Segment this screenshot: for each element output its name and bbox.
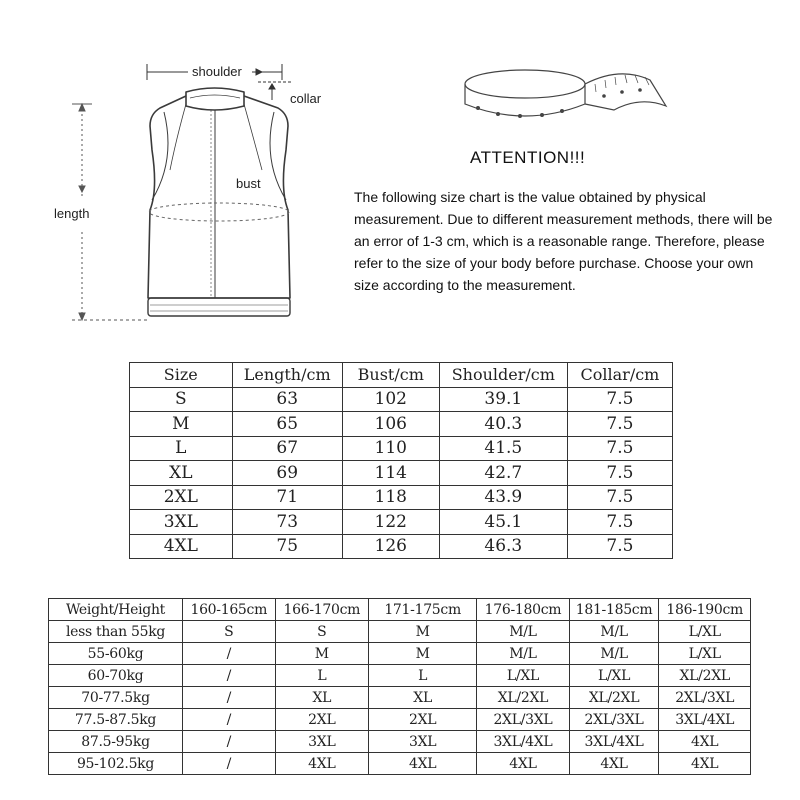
size-table: [129, 362, 673, 559]
shoulder-label: shoulder: [192, 64, 242, 79]
table-cell: XL/2XL: [659, 665, 751, 687]
table-cell: 7.5: [567, 461, 672, 486]
table-cell: 118: [342, 485, 439, 510]
table-cell: 106: [342, 412, 439, 437]
table-cell: L/XL: [659, 621, 751, 643]
table-row: [49, 643, 751, 665]
header-cell: Bust/cm: [342, 363, 439, 388]
table-row: [130, 412, 673, 437]
table-cell: M: [130, 412, 233, 437]
table-cell: 2XL/3XL: [659, 687, 751, 709]
table-cell: 39.1: [439, 387, 567, 412]
table-cell: 69: [232, 461, 342, 486]
table-cell: 3XL: [130, 510, 233, 535]
table-cell: less than 55kg: [49, 621, 183, 643]
table-cell: 7.5: [567, 485, 672, 510]
table-cell: 75: [232, 534, 342, 559]
table-row: [130, 485, 673, 510]
table-cell: M: [369, 643, 477, 665]
size-table-header: [130, 363, 673, 388]
table-cell: 4XL: [130, 534, 233, 559]
header-cell: 166-170cm: [275, 599, 369, 621]
table-cell: /: [183, 753, 276, 775]
attention-title: ATTENTION!!!: [470, 148, 586, 167]
weight-height-table: [48, 598, 751, 775]
table-cell: 73: [232, 510, 342, 535]
vest-outline: [148, 88, 290, 316]
table-cell: XL/2XL: [569, 687, 659, 709]
table-row: [130, 510, 673, 535]
table-cell: /: [183, 665, 276, 687]
table-row: [130, 461, 673, 486]
table-cell: L: [130, 436, 233, 461]
table-cell: 4XL: [659, 731, 751, 753]
table-cell: 2XL: [275, 709, 369, 731]
table-cell: XL: [275, 687, 369, 709]
table-cell: 2XL/3XL: [569, 709, 659, 731]
table-row: [49, 709, 751, 731]
header-cell: Collar/cm: [567, 363, 672, 388]
table-row: [49, 687, 751, 709]
table-cell: 60-70kg: [49, 665, 183, 687]
table-cell: L: [275, 665, 369, 687]
table-cell: 3XL: [275, 731, 369, 753]
measuring-tape-illustration: [465, 70, 666, 118]
table-cell: /: [183, 643, 276, 665]
table-cell: 42.7: [439, 461, 567, 486]
table-cell: /: [183, 731, 276, 753]
table-cell: 4XL: [275, 753, 369, 775]
table-row: [49, 665, 751, 687]
table-cell: 70-77.5kg: [49, 687, 183, 709]
table-row: [130, 387, 673, 412]
table-cell: M/L: [569, 643, 659, 665]
table-cell: 2XL/3XL: [477, 709, 570, 731]
header-cell: 176-180cm: [477, 599, 570, 621]
table-cell: S: [130, 387, 233, 412]
table-cell: /: [183, 709, 276, 731]
table-cell: 7.5: [567, 436, 672, 461]
header-cell: Size: [130, 363, 233, 388]
header-cell: Weight/Height: [49, 599, 183, 621]
table-cell: M/L: [477, 621, 570, 643]
header-cell: 160-165cm: [183, 599, 276, 621]
attention-note: The following size chart is the value obtained by physical measurement. Due to different measurement methods, there will be an error of 1-3 cm, which is a reasonable range. Therefore, please refer to the size of your body before purchase. Choose your own size according to the measurement.: [354, 189, 773, 293]
bust-measure-ellipse: [149, 203, 289, 221]
table-cell: S: [183, 621, 276, 643]
table-cell: XL/2XL: [477, 687, 570, 709]
table-cell: 63: [232, 387, 342, 412]
table-cell: 67: [232, 436, 342, 461]
table-cell: L/XL: [569, 665, 659, 687]
table-cell: M/L: [569, 621, 659, 643]
header-cell: 186-190cm: [659, 599, 751, 621]
header-cell: 181-185cm: [569, 599, 659, 621]
table-cell: 7.5: [567, 412, 672, 437]
table-row: [49, 621, 751, 643]
table-cell: XL: [130, 461, 233, 486]
header-cell: Shoulder/cm: [439, 363, 567, 388]
table-row: [49, 753, 751, 775]
table-cell: 45.1: [439, 510, 567, 535]
bust-label: bust: [236, 176, 261, 191]
table-cell: 7.5: [567, 534, 672, 559]
table-cell: 4XL: [569, 753, 659, 775]
table-row: [130, 534, 673, 559]
table-cell: 3XL/4XL: [569, 731, 659, 753]
table-cell: M/L: [477, 643, 570, 665]
table-cell: 4XL: [477, 753, 570, 775]
collar-measure-line: [258, 82, 292, 100]
table-cell: L: [369, 665, 477, 687]
table-cell: 46.3: [439, 534, 567, 559]
table-cell: 2XL: [369, 709, 477, 731]
table-cell: 41.5: [439, 436, 567, 461]
table-cell: 102: [342, 387, 439, 412]
table-cell: 43.9: [439, 485, 567, 510]
table-cell: M: [369, 621, 477, 643]
table-cell: 2XL: [130, 485, 233, 510]
table-cell: 40.3: [439, 412, 567, 437]
table-cell: S: [275, 621, 369, 643]
table-cell: M: [275, 643, 369, 665]
table-cell: 4XL: [369, 753, 477, 775]
table-cell: 3XL/4XL: [659, 709, 751, 731]
weight-table-header: [49, 599, 751, 621]
table-row: [130, 436, 673, 461]
header-cell: Length/cm: [232, 363, 342, 388]
table-row: [49, 731, 751, 753]
table-cell: /: [183, 687, 276, 709]
table-cell: L/XL: [477, 665, 570, 687]
table-cell: 3XL/4XL: [477, 731, 570, 753]
table-cell: 110: [342, 436, 439, 461]
table-cell: 126: [342, 534, 439, 559]
collar-label: collar: [290, 91, 322, 106]
table-cell: 4XL: [659, 753, 751, 775]
table-cell: 3XL: [369, 731, 477, 753]
table-cell: L/XL: [659, 643, 751, 665]
table-cell: 55-60kg: [49, 643, 183, 665]
table-cell: 114: [342, 461, 439, 486]
table-cell: 7.5: [567, 387, 672, 412]
table-cell: 7.5: [567, 510, 672, 535]
table-cell: 65: [232, 412, 342, 437]
table-cell: 87.5-95kg: [49, 731, 183, 753]
header-cell: 171-175cm: [369, 599, 477, 621]
table-cell: 77.5-87.5kg: [49, 709, 183, 731]
length-label: length: [54, 206, 90, 221]
table-cell: 95-102.5kg: [49, 753, 183, 775]
table-cell: 71: [232, 485, 342, 510]
table-cell: 122: [342, 510, 439, 535]
table-cell: XL: [369, 687, 477, 709]
